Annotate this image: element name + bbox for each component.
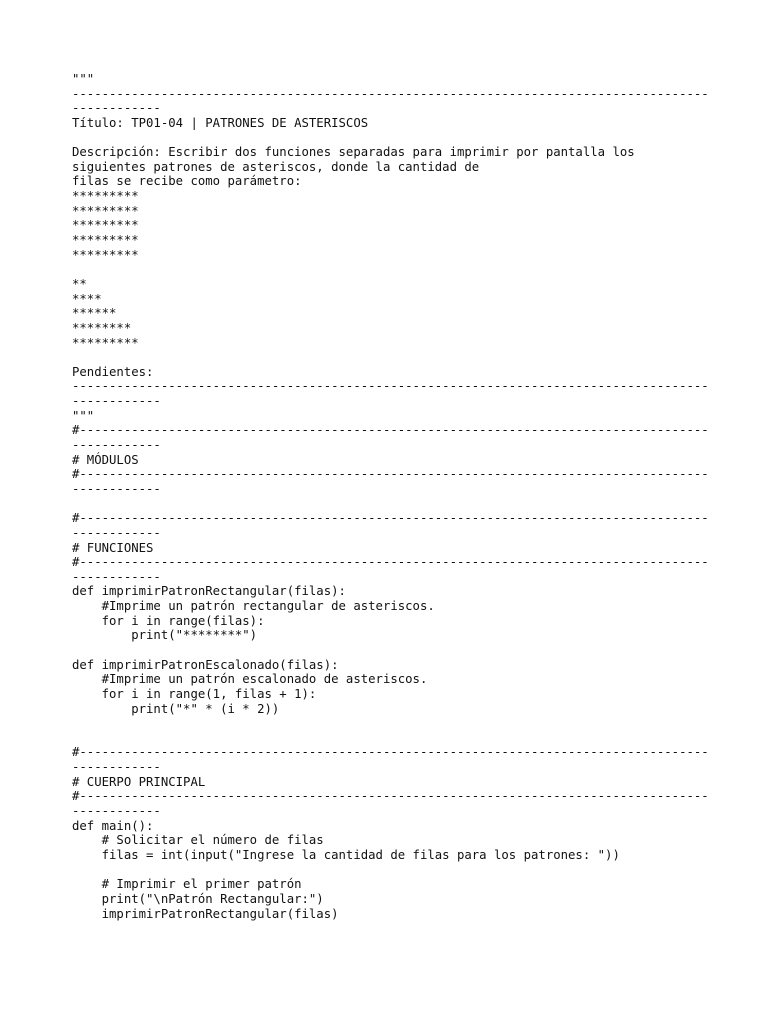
- code-line: ------------: [72, 438, 161, 453]
- code-line: --------------------------------------------------------------------------------------: [72, 379, 709, 394]
- code-line: [72, 731, 752, 746]
- code-line: Título: TP01-04 | PATRONES DE ASTERISCOS: [72, 115, 369, 130]
- code-line: ------------: [72, 804, 161, 819]
- code-line: """: [72, 72, 95, 86]
- code-line: *********: [72, 233, 139, 248]
- code-line: # Imprimir el primer patrón: [72, 877, 302, 892]
- code-line: ------------: [72, 101, 161, 116]
- code-line: *********: [72, 335, 139, 350]
- code-line: [72, 863, 752, 878]
- code-line: filas se recibe como parámetro:: [72, 174, 302, 189]
- code-line: # Solicitar el número de filas: [72, 833, 324, 848]
- code-line: siguientes patrones de asteriscos, donde la cantidad de: [72, 159, 480, 174]
- code-line: Descripción: Escribir dos funciones separadas para imprimir por pantalla los: [72, 145, 635, 160]
- code-line: def imprimirPatronRectangular(filas):: [72, 584, 346, 599]
- code-line: #-------------------------------------------------------------------------------------: [72, 789, 709, 804]
- code-line: #-------------------------------------------------------------------------------------: [72, 467, 709, 482]
- code-line: [72, 716, 752, 731]
- code-line: *********: [72, 218, 139, 233]
- code-line: ****: [72, 291, 102, 306]
- code-line: def imprimirPatronEscalonado(filas):: [72, 657, 339, 672]
- code-line: ------------: [72, 760, 161, 775]
- code-line: print("\nPatrón Rectangular:"): [72, 891, 324, 906]
- code-line: print("*" * (i * 2)): [72, 701, 280, 716]
- code-line: for i in range(filas):: [72, 613, 265, 628]
- code-line: ------------: [72, 569, 161, 584]
- code-line: #Imprime un patrón escalonado de asteriscos.: [72, 672, 428, 687]
- code-line: Pendientes:: [72, 364, 154, 379]
- code-line: for i in range(1, filas + 1):: [72, 686, 317, 701]
- code-line: ------------: [72, 481, 161, 496]
- code-line: [72, 350, 752, 365]
- code-line: #-------------------------------------------------------------------------------------: [72, 511, 709, 526]
- code-line: [72, 131, 752, 146]
- code-line: #-------------------------------------------------------------------------------------: [72, 745, 709, 760]
- code-line: *********: [72, 189, 139, 204]
- code-line: **: [72, 276, 87, 291]
- code-listing: [72, 72, 752, 921]
- code-line: [72, 497, 752, 512]
- code-line: *********: [72, 203, 139, 218]
- code-line: ------------: [72, 525, 161, 540]
- code-line: imprimirPatronRectangular(filas): [72, 906, 339, 921]
- code-line: [72, 262, 752, 277]
- code-line: [72, 643, 752, 658]
- code-line: #Imprime un patrón rectangular de asteriscos.: [72, 599, 435, 614]
- code-line: #-------------------------------------------------------------------------------------: [72, 555, 709, 570]
- code-line: def main():: [72, 818, 154, 833]
- code-line: ******: [72, 306, 117, 321]
- code-line: ********: [72, 320, 132, 335]
- code-line: print("********"): [72, 628, 258, 643]
- code-line: filas = int(input("Ingrese la cantidad de filas para los patrones: ")): [72, 847, 620, 862]
- code-line: #-------------------------------------------------------------------------------------: [72, 423, 709, 438]
- code-line: # CUERPO PRINCIPAL: [72, 774, 206, 789]
- code-line: --------------------------------------------------------------------------------------: [72, 86, 709, 101]
- code-line: ------------: [72, 394, 161, 409]
- code-line: *********: [72, 247, 139, 262]
- code-line: # MÓDULOS: [72, 452, 139, 467]
- code-line: """: [72, 408, 95, 423]
- code-line: # FUNCIONES: [72, 540, 154, 555]
